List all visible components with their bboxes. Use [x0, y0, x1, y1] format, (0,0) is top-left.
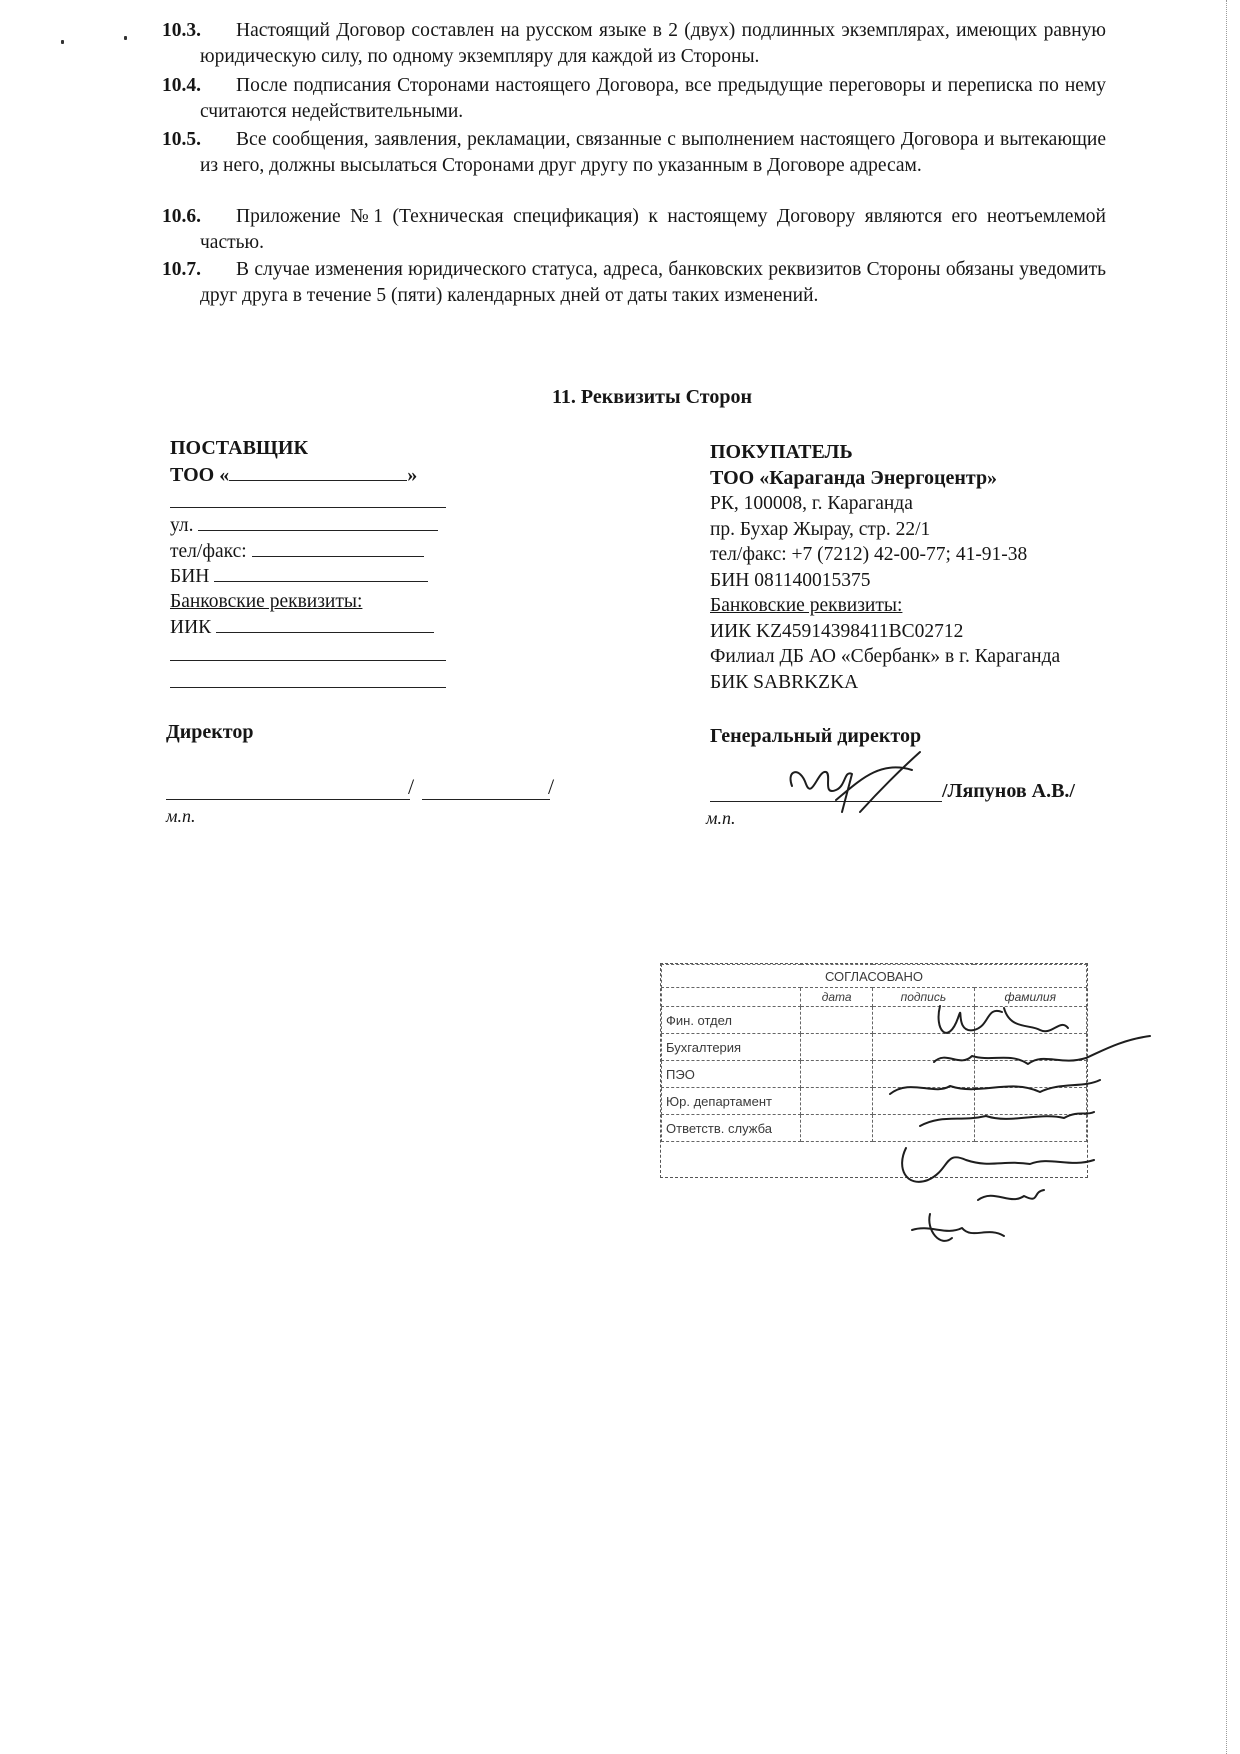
approval-signature [978, 1190, 1044, 1200]
approval-department: Юр. департамент [662, 1088, 801, 1115]
buyer-seal-label: м.п. [706, 808, 736, 828]
supplier-bin-label: БИН [170, 566, 210, 587]
scan-edge [1226, 0, 1228, 1754]
clause-text: Все сообщения, заявления, рекламации, связанные с выполнением настоящего Договора и вытекающие из него, должны высылаться Сторонами друг другу по указанным в Договоре адресам. [200, 129, 1106, 176]
approval-header-surname: фамилия [974, 988, 1086, 1007]
approval-surname-cell [974, 1034, 1086, 1061]
approval-department: Ответств. служба [662, 1115, 801, 1142]
supplier-company-prefix: ТОО « [170, 463, 230, 486]
buyer-iik: ИИК KZ45914398411BC02712 [710, 620, 964, 642]
approval-row [662, 1007, 1087, 1034]
supplier-phone-blank[interactable] [252, 538, 424, 557]
approval-row [662, 1061, 1087, 1088]
supplier-iik-label: ИИК [170, 617, 212, 638]
supplier-heading: ПОСТАВЩИК [170, 437, 308, 459]
approval-date-cell [801, 1088, 873, 1115]
approval-header-signature: подпись [873, 988, 974, 1007]
supplier-director-label: Директор [166, 721, 254, 743]
buyer-address-line-1: РК, 100008, г. Караганда [710, 493, 913, 514]
section-title: 11. Реквизиты Сторон [552, 386, 752, 408]
supplier-bin-blank[interactable] [214, 563, 428, 582]
clause-number: 10.4. [162, 75, 201, 96]
approval-date-cell [801, 1007, 873, 1034]
clause-text: В случае изменения юридического статуса, адреса, банковских реквизитов Стороны обязаны уведомить друг друга в течение 5 (пяти) календарных дней от даты таких изменений. [200, 259, 1106, 306]
approval-department: Бухгалтерия [662, 1034, 801, 1061]
supplier-bank-label: Банковские реквизиты: [170, 590, 363, 612]
approval-row [662, 1088, 1087, 1115]
supplier-blank-line[interactable] [170, 489, 446, 508]
clause-10-7 [162, 257, 1106, 308]
approval-header-department [662, 988, 801, 1007]
supplier-name-line[interactable] [422, 798, 550, 800]
approval-department: ПЭО [662, 1061, 801, 1088]
clause-number: 10.6. [162, 206, 201, 227]
approval-date-cell [801, 1061, 873, 1088]
director-signature [791, 752, 920, 812]
supplier-blank-line[interactable] [170, 642, 446, 661]
supplier-street-row [170, 512, 460, 538]
approval-signature-cell [873, 1034, 974, 1061]
buyer-bik: БИК SABRKZKA [710, 671, 859, 693]
supplier-street-blank[interactable] [198, 512, 438, 531]
supplier-block [170, 436, 460, 688]
buyer-bin: БИН 081140015375 [710, 569, 871, 591]
supplier-company-line [170, 462, 460, 488]
approval-stamp-title: СОГЛАСОВАНО [662, 965, 1087, 988]
supplier-street-label: ул. [170, 515, 194, 536]
approval-surname-cell [974, 1061, 1086, 1088]
clause-10-3 [162, 18, 1106, 69]
buyer-signature-line[interactable] [710, 800, 942, 802]
clause-text: Настоящий Договор составлен на русском языке в 2 (двух) подлинных экземплярах, имеющих равную юридическую силу, по одному экземпляру для каждой из Стороны. [200, 20, 1106, 67]
approval-signature-cell [873, 1007, 974, 1034]
clause-10-5 [162, 127, 1106, 178]
approval-table [661, 964, 1087, 1142]
approval-surname-cell [974, 1088, 1086, 1115]
buyer-company: ТОО «Караганда Энергоцентр» [710, 466, 998, 489]
approval-date-cell [801, 1115, 873, 1142]
clause-10-6 [162, 204, 1106, 255]
clause-10-4 [162, 73, 1106, 124]
supplier-phone-row [170, 538, 460, 564]
clause-number: 10.3. [162, 20, 201, 41]
approval-signature-cell [873, 1115, 974, 1142]
scan-speck [61, 40, 64, 44]
clause-number: 10.5. [162, 129, 201, 150]
signature-separator: / [408, 774, 415, 799]
approval-date-cell [801, 1034, 873, 1061]
clause-text: После подписания Сторонами настоящего Договора, все предыдущие переговоры и переписка по нему считаются недействительными. [200, 75, 1106, 122]
buyer-block [710, 440, 1130, 695]
approval-stamp [660, 963, 1088, 1178]
approval-surname-cell [974, 1115, 1086, 1142]
buyer-heading: ПОКУПАТЕЛЬ [710, 441, 853, 463]
buyer-director-label: Генеральный директор [710, 725, 922, 747]
approval-signature [912, 1214, 1004, 1241]
approval-row [662, 1115, 1087, 1142]
supplier-company-suffix: » [407, 463, 418, 486]
supplier-iik-blank[interactable] [216, 614, 434, 633]
supplier-bin-row [170, 563, 460, 589]
supplier-phone-label: тел/факс: [170, 540, 247, 562]
buyer-phone: тел/факс: +7 (7212) 42-00-77; 41-91-38 [710, 544, 1028, 565]
buyer-signatory-name: /Ляпунов А.В./ [942, 780, 1075, 802]
supplier-company-blank[interactable] [229, 462, 407, 481]
approval-header-date: дата [801, 988, 873, 1007]
supplier-seal-label: м.п. [166, 806, 196, 826]
scan-speck [124, 36, 127, 40]
buyer-bank-branch: Филиал ДБ АО «Сбербанк» в г. Караганда [710, 646, 1061, 667]
supplier-iik-row [170, 614, 460, 640]
buyer-address-line-2: пр. Бухар Жырау, стр. 22/1 [710, 518, 931, 540]
approval-row [662, 1034, 1087, 1061]
approval-department: Фин. отдел [662, 1007, 801, 1034]
buyer-bank-label: Банковские реквизиты: [710, 595, 903, 616]
signature-separator: / [548, 774, 555, 799]
supplier-blank-line[interactable] [170, 669, 446, 688]
supplier-signature-line[interactable] [166, 798, 410, 800]
clause-number: 10.7. [162, 259, 201, 280]
approval-signature-cell [873, 1061, 974, 1088]
approval-signature-cell [873, 1088, 974, 1115]
approval-surname-cell [974, 1007, 1086, 1034]
clause-text: Приложение №1 (Техническая спецификация) к настоящему Договору являются его неотъемлемой частью. [200, 206, 1106, 253]
